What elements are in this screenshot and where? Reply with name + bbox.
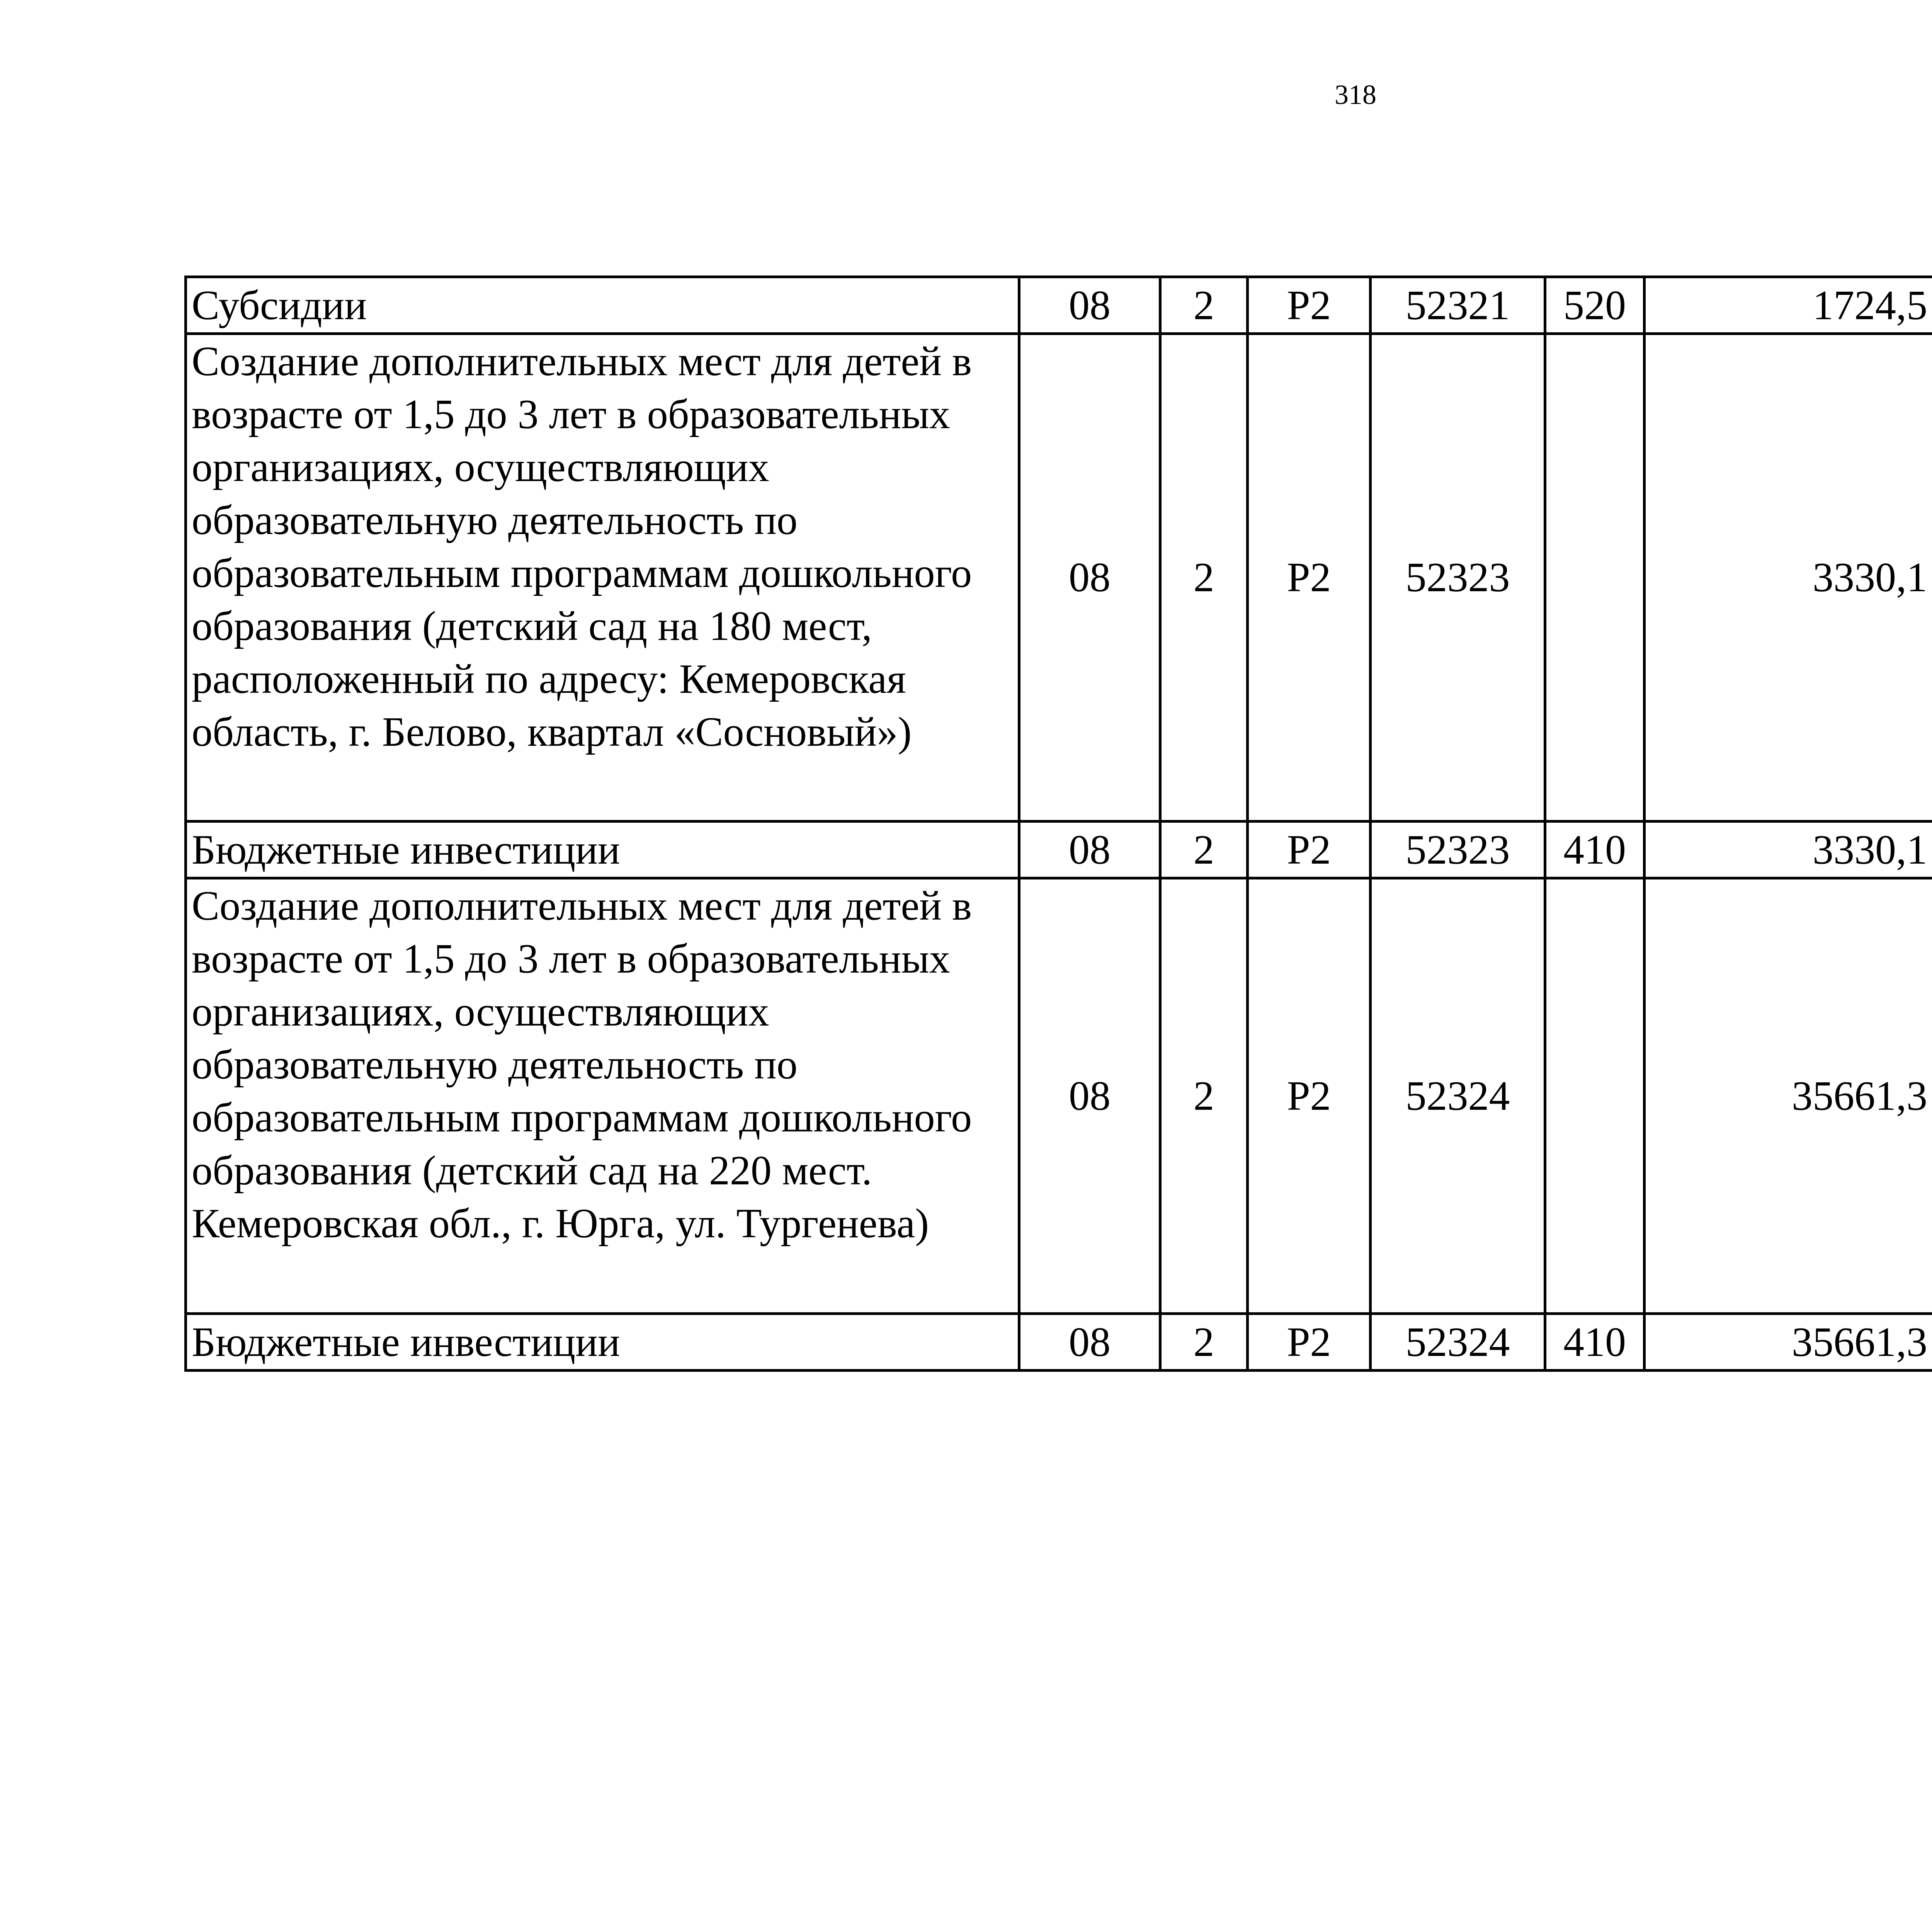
table-row <box>186 334 1932 822</box>
section-code-cell: 08 <box>1019 878 1160 1314</box>
table-row <box>186 277 1932 334</box>
budget-table <box>184 276 1932 1372</box>
expense-type-cell: 410 <box>1545 1314 1645 1371</box>
row-name-cell: Бюджетные инвестиции <box>186 1314 1019 1371</box>
program-code-cell: 2 <box>1160 878 1248 1314</box>
section-code-cell: 08 <box>1019 822 1160 878</box>
row-name-cell: Создание дополнительных мест для детей в возрасте от 1,5 до 3 лет в образовательных организациях, осуществляющих образовательную деятельность по образовательным программам дошкольного образования (детский сад на 180 мест, расположенный по адресу: Кемеровская область, г. Белово, квартал «Сосновый») <box>186 334 1019 822</box>
program-code-cell: 2 <box>1160 822 1248 878</box>
target-code-cell: 52324 <box>1371 878 1545 1314</box>
amount-cell: 35661,3 <box>1645 1314 1932 1371</box>
project-code-cell: Р2 <box>1248 277 1371 334</box>
amount-cell: 3330,1 <box>1645 822 1932 878</box>
table-row <box>186 1314 1932 1371</box>
target-code-cell: 52321 <box>1371 277 1545 334</box>
project-code-cell: Р2 <box>1248 878 1371 1314</box>
expense-type-cell <box>1545 878 1645 1314</box>
expense-type-cell <box>1545 334 1645 822</box>
project-code-cell: Р2 <box>1248 822 1371 878</box>
section-code-cell: 08 <box>1019 277 1160 334</box>
page-number: 318 <box>1335 79 1376 110</box>
section-code-cell: 08 <box>1019 1314 1160 1371</box>
section-code-cell: 08 <box>1019 334 1160 822</box>
target-code-cell: 52324 <box>1371 1314 1545 1371</box>
program-code-cell: 2 <box>1160 277 1248 334</box>
program-code-cell: 2 <box>1160 334 1248 822</box>
row-name-cell: Субсидии <box>186 277 1019 334</box>
expense-type-cell: 520 <box>1545 277 1645 334</box>
project-code-cell: Р2 <box>1248 334 1371 822</box>
row-name-cell: Бюджетные инвестиции <box>186 822 1019 878</box>
target-code-cell: 52323 <box>1371 822 1545 878</box>
amount-cell: 3330,1 <box>1645 334 1932 822</box>
amount-cell: 35661,3 <box>1645 878 1932 1314</box>
expense-type-cell: 410 <box>1545 822 1645 878</box>
program-code-cell: 2 <box>1160 1314 1248 1371</box>
table-row <box>186 878 1932 1314</box>
target-code-cell: 52323 <box>1371 334 1545 822</box>
amount-cell: 1724,5 <box>1645 277 1932 334</box>
project-code-cell: Р2 <box>1248 1314 1371 1371</box>
table-row <box>186 822 1932 878</box>
row-name-cell: Создание дополнительных мест для детей в возрасте от 1,5 до 3 лет в образовательных организациях, осуществляющих образовательную деятельность по образовательным программам дошкольного образования (детский сад на 220 мест. Кемеровская обл., г. Юрга, ул. Тургенева) <box>186 878 1019 1314</box>
